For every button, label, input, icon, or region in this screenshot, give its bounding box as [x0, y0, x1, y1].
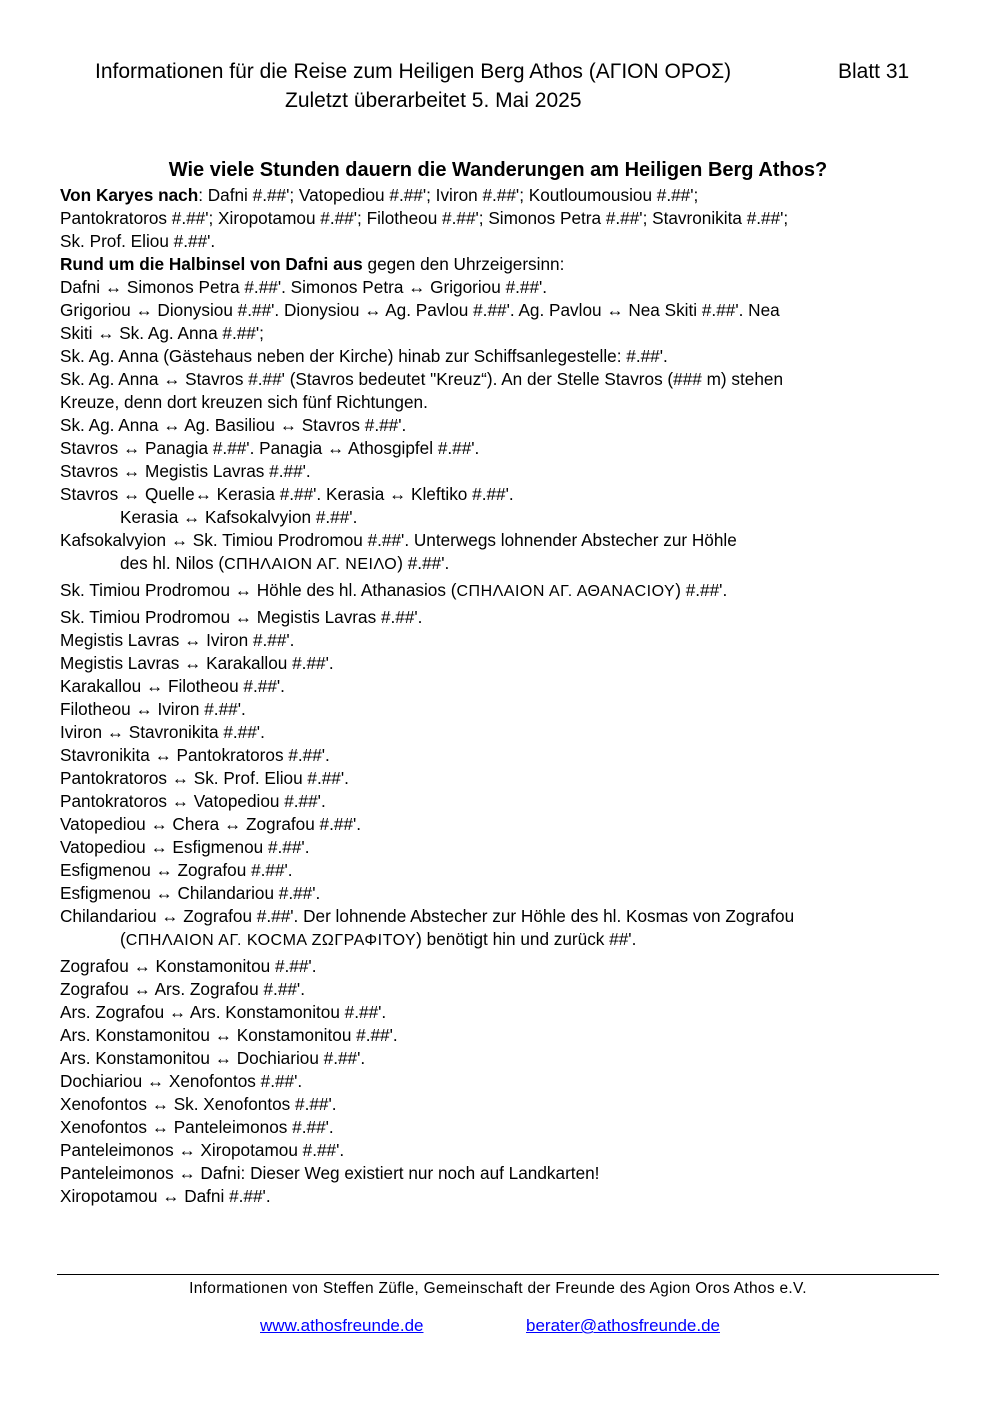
text-line: Ars. Konstamonitou ↔ Dochiariou #.##'.	[60, 1048, 366, 1068]
footer-text: Informationen von Steffen Züfle, Gemeinschaft der Freunde des Agion Oros Athos e.V.	[189, 1280, 807, 1297]
text-line: Pantokratoros #.##'; Xiropotamou #.##'; Filotheou #.##'; Simonos Petra #.##'; Stavronikita #.##';	[60, 208, 789, 228]
text-line	[60, 579, 930, 603]
text-line: Kafsokalvyion ↔ Sk. Timiou Prodromou #.##'. Unterwegs lohnender Abstecher zur Höhle	[60, 530, 737, 550]
text-line: Panteleimonos ↔ Xiropotamou #.##'.	[60, 1140, 345, 1160]
revision-date: Zuletzt überarbeitet 5. Mai 2025	[285, 89, 582, 112]
page-header	[95, 60, 935, 84]
website-link[interactable]: www.athosfreunde.de	[260, 1316, 424, 1335]
text-line: Sk. Ag. Anna ↔ Ag. Basiliou ↔ Stavros #.##'.	[60, 415, 407, 435]
document-body	[60, 184, 930, 1208]
header-title: Informationen für die Reise zum Heiligen Berg Athos (ΑΓΙΟΝ ΟΡΟΣ)	[95, 60, 732, 83]
text-span: ) #.##'.	[675, 580, 728, 600]
text-line: Stavronikita ↔ Pantokratoros #.##'.	[60, 745, 330, 765]
text-line	[60, 552, 930, 576]
text-line: Megistis Lavras ↔ Iviron #.##'.	[60, 630, 295, 650]
greek-inscription: ϹΠΗΛΑΙΟΝ ΑΓ. ΚΟϹΜΑ ΖΩΓΡΑΦΙΤΟΥ	[125, 932, 417, 949]
text-line: Dochiariou ↔ Xenofontos #.##'.	[60, 1071, 303, 1091]
section-lead: Von Karyes nach	[60, 185, 199, 205]
text-line: Zografou ↔ Ars. Zografou #.##'.	[60, 979, 305, 999]
text-line: Megistis Lavras ↔ Karakallou #.##'.	[60, 653, 334, 673]
text-line: Sk. Ag. Anna ↔ Stavros #.##' (Stavros bedeutet "Kreuz“). An der Stelle Stavros (### m) stehen	[60, 369, 784, 389]
text-line: Ars. Konstamonitou ↔ Konstamonitou #.##'.	[60, 1025, 398, 1045]
text-line: Esfigmenou ↔ Zografou #.##'.	[60, 860, 293, 880]
text-line: Vatopediou ↔ Chera ↔ Zografou #.##'.	[60, 814, 362, 834]
text-line: Panteleimonos ↔ Dafni: Dieser Weg existiert nur noch auf Landkarten!	[60, 1163, 600, 1183]
email-link[interactable]: berater@athosfreunde.de	[526, 1316, 720, 1335]
text-span: (	[120, 929, 126, 949]
text-line: Zografou ↔ Konstamonitou #.##'.	[60, 956, 317, 976]
text-line: Iviron ↔ Stavronikita #.##'.	[60, 722, 265, 742]
footer-divider	[57, 1274, 939, 1275]
text-line: Xiropotamou ↔ Dafni #.##'.	[60, 1186, 271, 1206]
text-line: Ars. Zografou ↔ Ars. Konstamonitou #.##'.	[60, 1002, 387, 1022]
text-line: Sk. Timiou Prodromou ↔ Megistis Lavras #.##'.	[60, 607, 423, 627]
text-line: Esfigmenou ↔ Chilandariou #.##'.	[60, 883, 321, 903]
text-span: : Dafni #.##'; Vatopediou #.##'; Iviron #.##'; Koutloumousiou #.##';	[198, 185, 699, 205]
text-line: Skiti ↔ Sk. Ag. Anna #.##';	[60, 323, 264, 343]
text-line: Grigoriou ↔ Dionysiou #.##'. Dionysiou ↔ Ag. Pavlou #.##'. Ag. Pavlou ↔ Nea Skiti #.##'. Nea	[60, 300, 780, 320]
text-line: Filotheou ↔ Iviron #.##'.	[60, 699, 246, 719]
text-line	[60, 253, 930, 276]
text-line: Xenofontos ↔ Panteleimonos #.##'.	[60, 1117, 334, 1137]
text-line: Pantokratoros ↔ Vatopediou #.##'.	[60, 791, 326, 811]
text-span: des hl. Nilos (	[120, 553, 225, 573]
greek-inscription: ϹΠΗΛΑΙΟΝ ΑΓ. ΑΘΑΝΑϹΙΟΥ	[456, 583, 676, 600]
text-span: gegen den Uhrzeigersinn:	[362, 254, 565, 274]
text-line: Dafni ↔ Simonos Petra #.##'. Simonos Petra ↔ Grigoriou #.##'.	[60, 277, 548, 297]
text-line: Karakallou ↔ Filotheou #.##'.	[60, 676, 285, 696]
text-line: Sk. Ag. Anna (Gästehaus neben der Kirche) hinab zur Schiffsanlegestelle: #.##'.	[60, 346, 668, 366]
text-span: Sk. Timiou Prodromou ↔ Höhle des hl. Athanasios (	[60, 580, 457, 600]
page-title: Wie viele Stunden dauern die Wanderungen am Heiligen Berg Athos?	[168, 159, 828, 181]
text-line: Chilandariou ↔ Zografou #.##'. Der lohnende Abstecher zur Höhle des hl. Kosmas von Zografou	[60, 906, 795, 926]
text-line: Vatopediou ↔ Esfigmenou #.##'.	[60, 837, 310, 857]
text-line	[60, 928, 930, 952]
text-line: Xenofontos ↔ Sk. Xenofontos #.##'.	[60, 1094, 337, 1114]
section-lead: Rund um die Halbinsel von Dafni aus	[60, 254, 363, 274]
text-line: Pantokratoros ↔ Sk. Prof. Eliou #.##'.	[60, 768, 349, 788]
text-span: ) #.##'.	[397, 553, 450, 573]
text-line: Stavros ↔ Panagia #.##'. Panagia ↔ Athosgipfel #.##'.	[60, 438, 480, 458]
text-line: Kerasia ↔ Kafsokalvyion #.##'.	[120, 507, 358, 527]
greek-inscription: ϹΠΗΛΑΙΟΝ ΑΓ. ΝΕΙΛΟ	[224, 556, 398, 573]
text-line: Sk. Prof. Eliou #.##'.	[60, 231, 216, 251]
text-line: Stavros ↔ Quelle↔ Kerasia #.##'. Kerasia ↔ Kleftiko #.##'.	[60, 484, 514, 504]
text-line: Kreuze, denn dort kreuzen sich fünf Richtungen.	[60, 392, 428, 412]
text-line	[60, 184, 930, 207]
text-span: ) benötigt hin und zurück ##'.	[416, 929, 637, 949]
sheet-number: Blatt 31	[838, 60, 910, 83]
text-line: Stavros ↔ Megistis Lavras #.##'.	[60, 461, 311, 481]
